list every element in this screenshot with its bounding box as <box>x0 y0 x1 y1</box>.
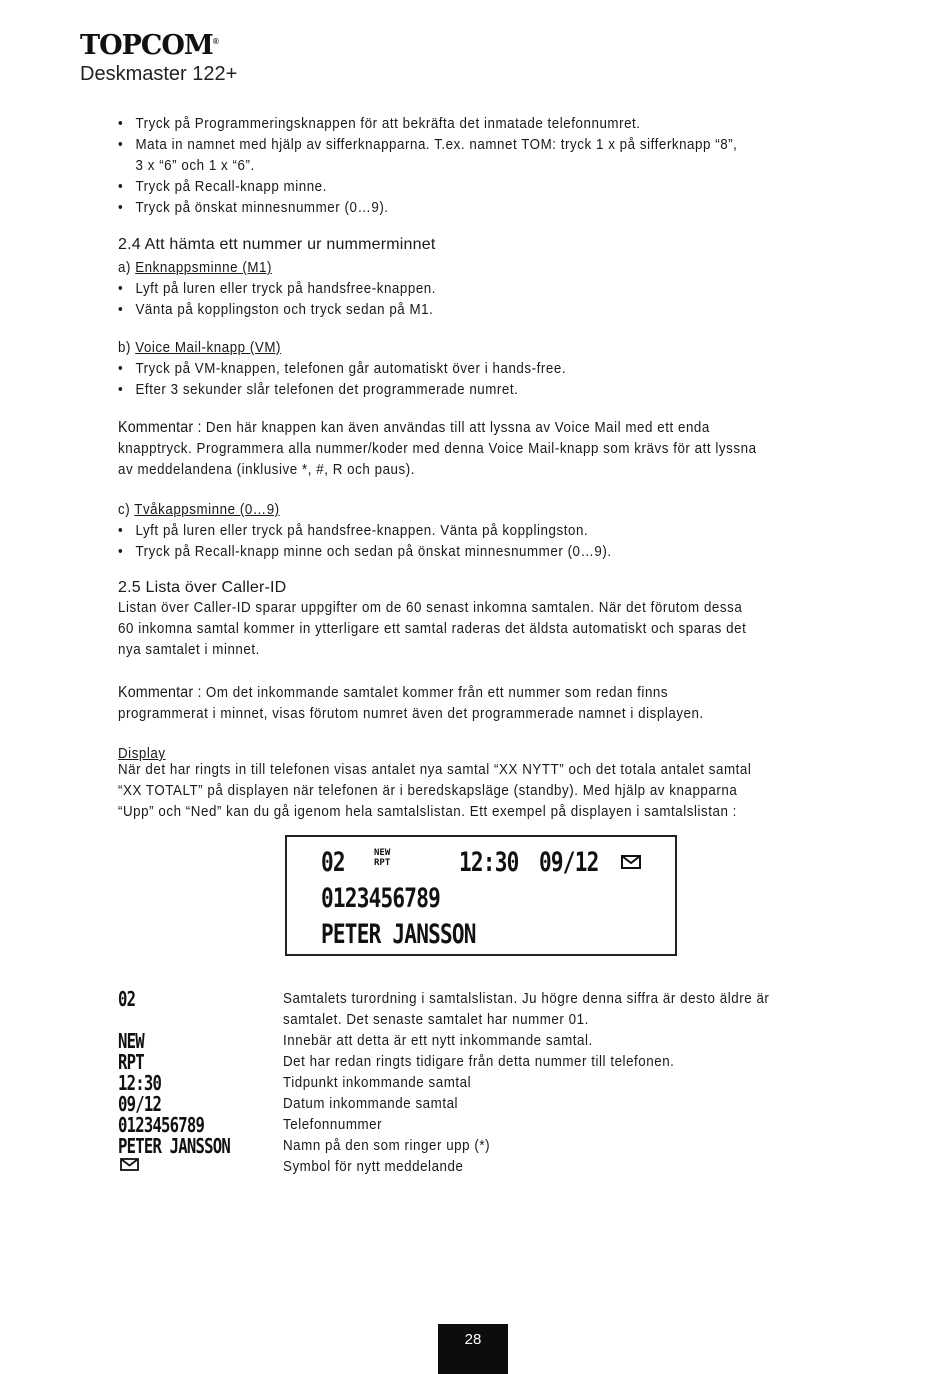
subsection-c <box>118 500 612 563</box>
list-item: • Tryck på Recall-knapp minne och sedan på önskat minnesnummer (0…9). <box>118 542 612 563</box>
legend-descriptions <box>283 989 769 1178</box>
legend-text: Innebär att detta är ett nytt inkommande samtal. <box>283 1033 593 1049</box>
legend-symbol-index: 02 <box>118 987 136 1011</box>
subsection-title: Enknappsminne (M1) <box>135 260 272 276</box>
list-item: • Efter 3 sekunder slår telefonen det programmerade numret. <box>118 380 566 401</box>
envelope-icon <box>120 1158 139 1176</box>
legend-symbol-rpt: RPT <box>118 1050 144 1074</box>
lcd-time: 12:30 <box>459 847 519 878</box>
legend-text: Telefonnummer <box>283 1117 383 1133</box>
subsection-prefix: b) <box>118 340 131 356</box>
list-item: • Tryck på Programmeringsknappen för att bekräfta det inmatade telefonnumret. <box>118 114 737 135</box>
legend-text: Det har redan ringts tidigare från detta nummer till telefonen. <box>283 1054 675 1070</box>
legend-text: samtalet. Det senaste samtalet har nummer 01. <box>283 1012 589 1028</box>
legend-symbol-name: PETER JANSSON <box>118 1134 230 1158</box>
legend-symbol-number: 0123456789 <box>118 1113 205 1137</box>
legend-text: Datum inkommande samtal <box>283 1096 459 1112</box>
paragraph-line: “XX TOTALT” på displayen när telefonen är i beredskapsläge (standby). Med hjälp av knapparna <box>118 783 738 799</box>
display-section <box>118 744 751 823</box>
paragraph-line: 60 inkomna samtal kommer in ytterligare ett samtal raderas det äldsta automatiskt och sparas det <box>118 621 747 637</box>
comment-line: knapptryck. Programmera alla nummer/koder med denna Voice Mail-knapp som krävs för att lyssna <box>118 441 757 457</box>
legend-text: Symbol för nytt meddelande <box>283 1159 464 1175</box>
list-item: • Lyft på luren eller tryck på handsfree-knappen. Vänta på kopplingston. <box>118 521 612 542</box>
list-item: • Vänta på kopplingston och tryck sedan på M1. <box>118 300 436 321</box>
legend-text: Tidpunkt inkommande samtal <box>283 1075 472 1091</box>
legend-text: Namn på den som ringer upp (*) <box>283 1138 491 1154</box>
lcd-name: PETER JANSSON <box>321 919 476 950</box>
legend-text: Samtalets turordning i samtalslistan. Ju högre denna siffra är desto äldre är <box>283 991 770 1007</box>
comment-voice-mail <box>118 417 757 481</box>
subsection-title: Tvåkappsminne (0…9) <box>134 502 280 518</box>
list-item: • Lyft på luren eller tryck på handsfree-knappen. <box>118 279 436 300</box>
legend-symbol-date: 09/12 <box>118 1092 162 1116</box>
brand-name: TOPCOM <box>80 30 213 61</box>
subsection-prefix: c) <box>118 502 131 518</box>
comment-line: av meddelandena (inklusive *, #, R och paus). <box>118 462 415 478</box>
page-number: 28 <box>438 1324 508 1374</box>
list-item: • Tryck på önskat minnesnummer (0…9). <box>118 198 737 219</box>
paragraph-line: “Upp” och “Ned” kan du gå igenom hela samtalslistan. Ett exempel på displayen i samtalslistan : <box>118 804 737 820</box>
list-item-continuation: 3 x “6” och 1 x “6”. <box>135 158 255 174</box>
lcd-new-indicator: NEW <box>374 848 391 858</box>
list-item: • Mata in namnet med hjälp av sifferknapparna. T.ex. namnet TOM: tryck 1 x på sifferknapp “8”, <box>118 135 737 156</box>
subsection-prefix: a) <box>118 260 131 276</box>
section-2-5-body <box>118 598 746 661</box>
list-item: • Tryck på VM-knappen, telefonen går automatiskt över i hands-free. <box>118 359 566 380</box>
paragraph-line: När det har ringts in till telefonen visas antalet nya samtal “XX NYTT” och det totala antalet samtal <box>118 762 752 778</box>
lcd-display <box>285 835 677 956</box>
legend-symbol-time: 12:30 <box>118 1071 162 1095</box>
comment-caller-id <box>118 682 704 725</box>
brand-logo <box>80 30 218 61</box>
lcd-date: 09/12 <box>539 847 599 878</box>
lcd-index: 02 <box>321 847 345 878</box>
subsection-title: Voice Mail-knapp (VM) <box>135 340 282 356</box>
paragraph-line: nya samtalet i minnet. <box>118 642 260 658</box>
list-item: • Tryck på Recall-knapp minne. <box>118 177 737 198</box>
comment-label: Kommentar : <box>118 684 202 701</box>
subsection-b <box>118 338 566 401</box>
registered-mark: ® <box>212 37 218 46</box>
model-title: Deskmaster 122+ <box>80 63 238 85</box>
envelope-icon <box>621 855 641 874</box>
section-heading-2-5: 2.5 Lista över Caller-ID <box>118 579 287 596</box>
display-title: Display <box>118 746 166 762</box>
comment-line: Den här knappen kan även användas till att lyssna av Voice Mail med ett enda <box>205 420 710 436</box>
intro-list <box>118 114 737 219</box>
comment-label: Kommentar : <box>118 419 202 436</box>
section-heading-2-4: 2.4 Att hämta ett nummer ur nummerminnet <box>118 236 436 253</box>
lcd-rpt-indicator: RPT <box>374 858 391 868</box>
comment-line: programmerat i minnet, visas förutom numret även det programmerade namnet i displayen. <box>118 706 704 722</box>
lcd-number: 0123456789 <box>321 883 440 914</box>
comment-line: Om det inkommande samtalet kommer från ett nummer som redan finns <box>205 685 669 701</box>
subsection-a <box>118 258 436 321</box>
legend-symbol-new: NEW <box>118 1029 144 1053</box>
paragraph-line: Listan över Caller-ID sparar uppgifter om de 60 senast inkomna samtalen. När det förutom dessa <box>118 600 743 616</box>
